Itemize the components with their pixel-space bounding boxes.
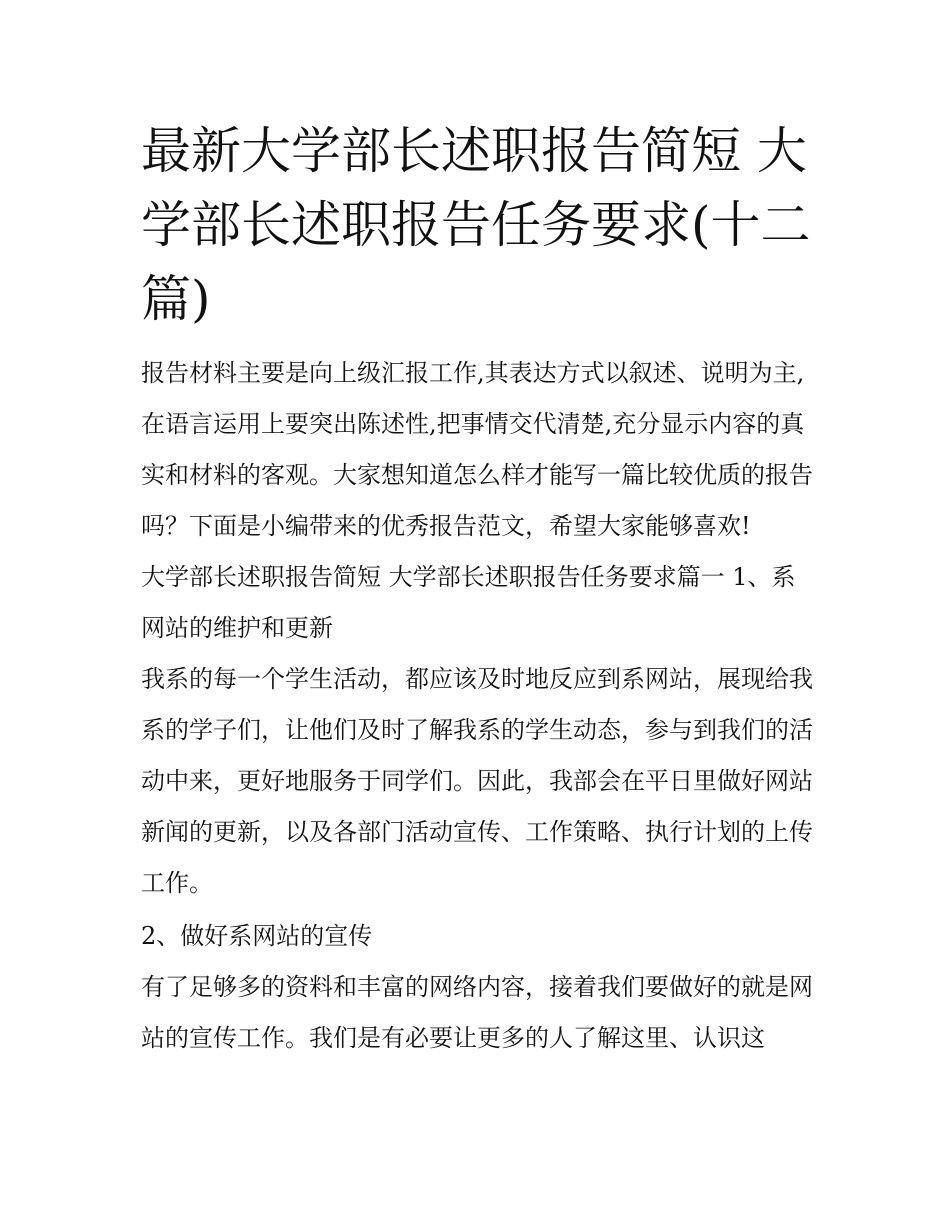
document-title: 最新大学部长述职报告简短 大学部长述职报告任务要求(十二篇) [141, 122, 811, 328]
section-heading-1: 大学部长述职报告简短 大学部长述职报告任务要求篇一 1、系网站的维护和更新 [141, 563, 796, 642]
document-page [141, 114, 813, 1064]
section-heading-2: 2、做好系网站的宣传 [141, 922, 373, 950]
body-paragraph-1: 我系的每一个学生活动，都应该及时地反应到系网站，展现给我系的学子们，让他们及时了解我系的学生动态，参与到我们的活动中来，更好地服务于同学们。因此，我部会在平日里做好网站新闻的更新，以及各部门活动宣传、工作策略、执行计划的上传工作。 [141, 665, 813, 897]
document-body [141, 348, 813, 1064]
intro-paragraph: 报告材料主要是向上级汇报工作,其表达方式以叙述、说明为主,在语言运用上要突出陈述性,把事情交代清楚,充分显示内容的真实和材料的客观。大家想知道怎么样才能写一篇比较优质的报告吗？下面是小编带来的优秀报告范文，希望大家能够喜欢! [141, 359, 813, 540]
body-paragraph-2: 有了足够多的资料和丰富的网络内容，接着我们要做好的就是网站的宣传工作。我们是有必要让更多的人了解这里、认识这 [141, 973, 813, 1052]
